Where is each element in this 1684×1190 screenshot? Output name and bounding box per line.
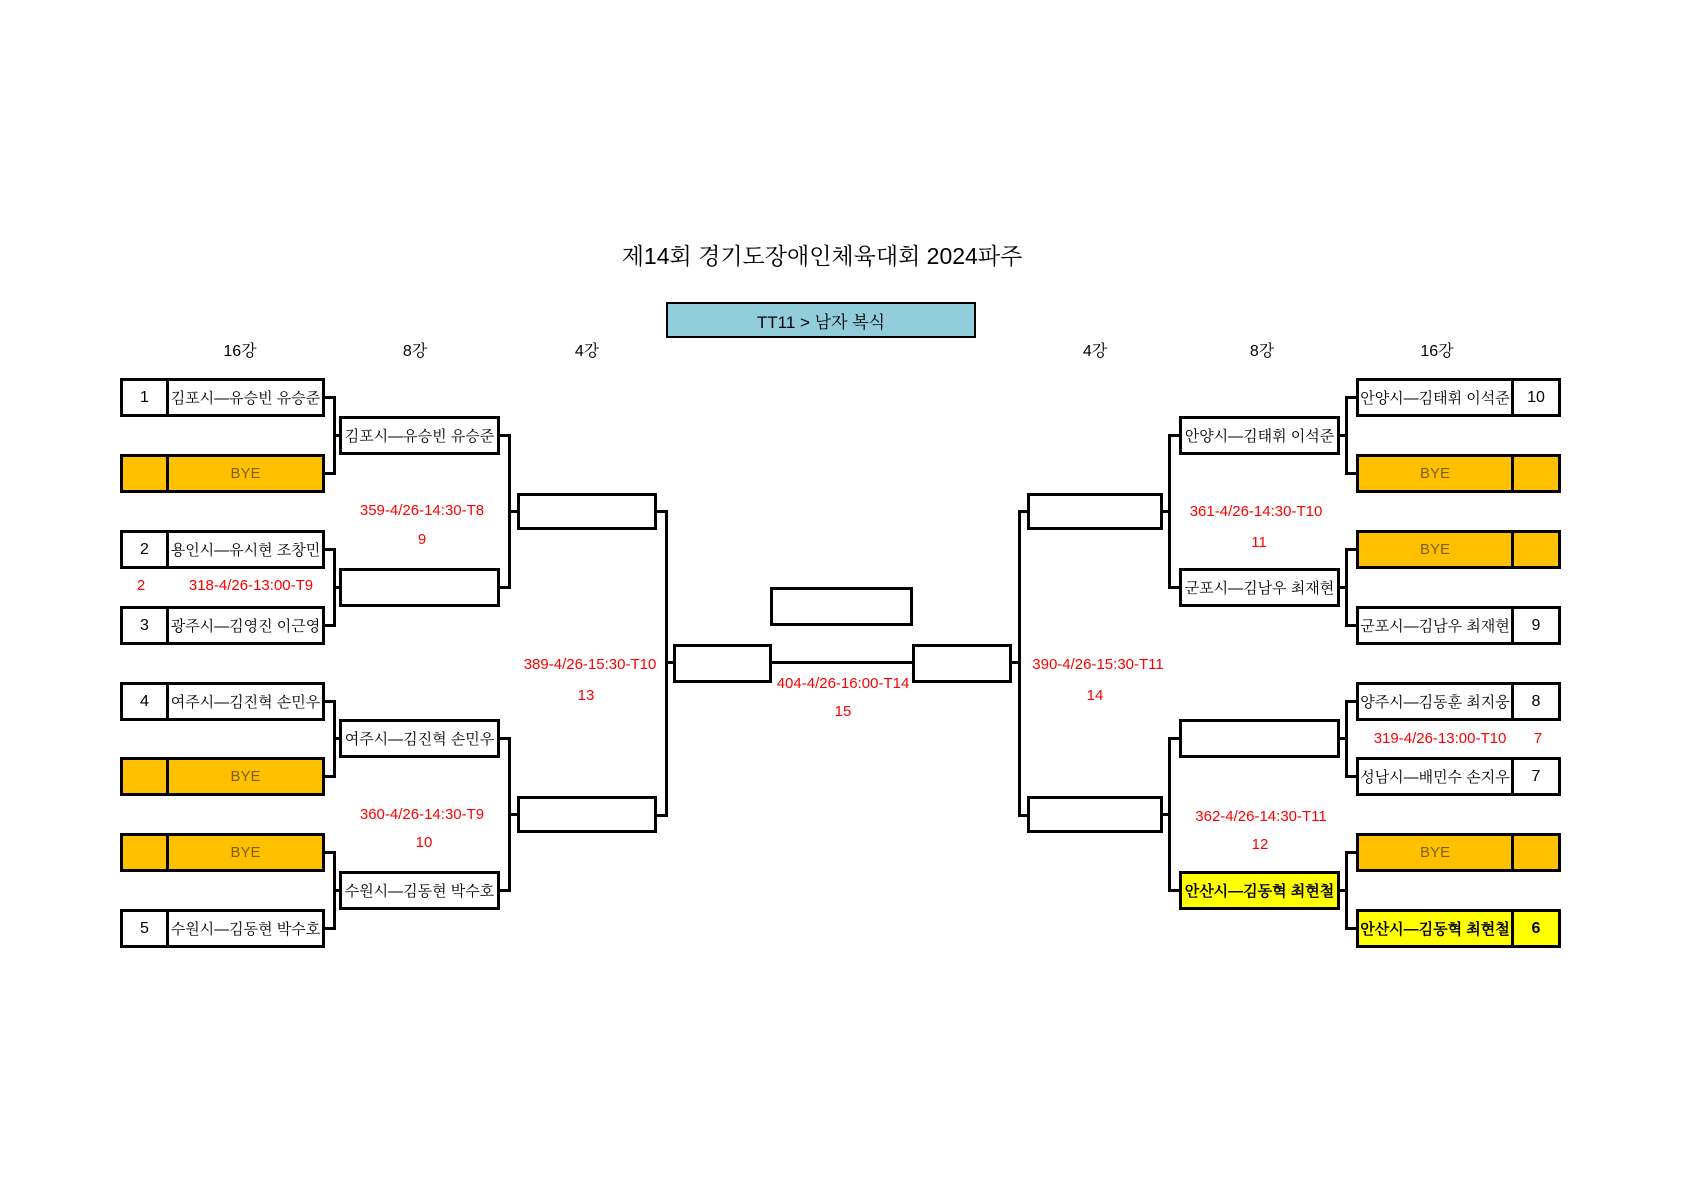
match-code-360: 360-4/26-14:30-T9 <box>359 806 485 823</box>
bye-label: BYE <box>1359 457 1511 490</box>
connector <box>1018 510 1029 817</box>
team-name: 군포시—김남우 최재현 <box>1360 618 1510 635</box>
seed-cell: 2 <box>123 533 169 566</box>
round-label-right-qf: 8강 <box>1249 343 1275 360</box>
match-number-389: 13 <box>577 687 595 704</box>
connector <box>1168 434 1179 589</box>
seed-cell: 8 <box>1511 685 1558 718</box>
seed-cell: 7 <box>1511 760 1558 793</box>
r16-entry-right-2-bye <box>1356 454 1561 493</box>
connector <box>1345 548 1356 627</box>
seed-cell: 1 <box>123 381 169 414</box>
match-code-318: 318-4/26-13:00-T9 <box>188 577 314 594</box>
connector <box>1168 737 1179 892</box>
match-code-404: 404-4/26-16:00-T14 <box>776 675 910 692</box>
connector <box>334 737 339 740</box>
sf-box-left-1 <box>517 493 657 530</box>
round-label-left-qf: 8강 <box>402 343 428 360</box>
team-name: 광주시—김영진 이근영 <box>170 618 321 635</box>
qf-box-right-1: 안양시—김태휘 이석준 <box>1179 416 1340 455</box>
qf-box-left-3: 여주시—김진혁 손민우 <box>339 719 500 758</box>
qf-box-right-4-winner: 안산시—김동혁 최현철 <box>1179 871 1340 910</box>
event-label: TT11 > 남자 복식 <box>756 312 886 332</box>
connector <box>666 661 673 664</box>
match-number-361: 11 <box>1251 534 1267 551</box>
team-name: 수원시—김동현 박수호 <box>170 921 321 938</box>
r16-entry-right-5 <box>1356 682 1561 721</box>
r16-entry-left-2-bye <box>120 454 325 493</box>
match-number-362: 12 <box>1251 836 1269 853</box>
match-code-389: 389-4/26-15:30-T10 <box>523 656 657 673</box>
qf-box-left-2 <box>339 568 500 607</box>
seed-cell: 6 <box>1511 912 1558 945</box>
seed-cell <box>123 760 169 793</box>
team-name: 안산시—김동혁 최현철 <box>1359 912 1511 945</box>
qf-box-left-1: 김포시—유승빈 유승준 <box>339 416 500 455</box>
team-name: 성남시—배민수 손지우 <box>1360 769 1510 786</box>
round-label-right-sf: 4강 <box>1082 343 1108 360</box>
match-number-390: 14 <box>1086 687 1104 704</box>
event-banner <box>666 302 976 338</box>
connector <box>334 434 339 437</box>
team-name: 김포시—유승빈 유승준 <box>170 390 321 407</box>
connector <box>334 889 339 892</box>
team-name: 안양시—김태휘 이석준 <box>1360 390 1510 407</box>
r16-entry-right-4 <box>1356 606 1561 645</box>
r16-entry-right-3-bye <box>1356 530 1561 569</box>
tournament-title: 제14회 경기도장애인체육대회 2024파주 <box>621 243 1023 269</box>
finalist-box-left <box>673 644 772 683</box>
r16-entry-left-5 <box>120 682 325 721</box>
connector <box>1345 851 1356 930</box>
r16-entry-right-8-winner <box>1356 909 1561 948</box>
r16-entry-right-7-bye <box>1356 833 1561 872</box>
seed-cell <box>123 836 169 869</box>
seed-cell <box>1511 533 1558 566</box>
connector <box>1345 396 1356 475</box>
seed-cell: 3 <box>123 609 169 642</box>
sf-box-left-2 <box>517 796 657 833</box>
final-connector-line <box>772 661 912 664</box>
r16-entry-left-3 <box>120 530 325 569</box>
r16-entry-right-6 <box>1356 757 1561 796</box>
r16-entry-right-1 <box>1356 378 1561 417</box>
match-number-359: 9 <box>417 531 427 548</box>
seed-cell: 10 <box>1511 381 1558 414</box>
bye-label: BYE <box>169 836 322 869</box>
r16-entry-left-7-bye <box>120 833 325 872</box>
match-number-360: 10 <box>415 834 433 851</box>
match-code-361: 361-4/26-14:30-T10 <box>1189 503 1323 520</box>
sf-box-right-2 <box>1027 796 1163 833</box>
match-code-390: 390-4/26-15:30-T11 <box>1032 656 1164 673</box>
connector <box>509 510 517 513</box>
qf-box-right-2: 군포시—김남우 최재현 <box>1179 568 1340 607</box>
connector <box>334 586 339 589</box>
finalist-box-right <box>912 644 1012 683</box>
seed-cell: 5 <box>123 912 169 945</box>
match-number-319: 7 <box>1533 730 1543 747</box>
sf-box-right-1 <box>1027 493 1163 530</box>
bye-label: BYE <box>169 457 322 490</box>
qf-box-right-3 <box>1179 719 1340 758</box>
r16-entry-left-1 <box>120 378 325 417</box>
qf-box-left-4: 수원시—김동현 박수호 <box>339 871 500 910</box>
match-code-319: 319-4/26-13:00-T10 <box>1373 730 1507 747</box>
team-name: 용인시—유시현 조창민 <box>170 542 321 559</box>
round-label-left-r16: 16강 <box>223 343 257 360</box>
seed-cell: 4 <box>123 685 169 718</box>
champion-box <box>770 587 913 626</box>
team-name: 여주시—김진혁 손민우 <box>170 694 321 711</box>
r16-entry-left-8 <box>120 909 325 948</box>
bye-label: BYE <box>1359 836 1511 869</box>
r16-entry-left-4 <box>120 606 325 645</box>
round-label-left-sf: 4강 <box>574 343 600 360</box>
team-name: 양주시—김동훈 최지웅 <box>1360 694 1510 711</box>
round-label-right-r16: 16강 <box>1420 343 1454 360</box>
match-number-404: 15 <box>834 703 852 720</box>
match-code-359: 359-4/26-14:30-T8 <box>359 502 485 519</box>
connector <box>1345 700 1356 778</box>
r16-entry-left-6-bye <box>120 757 325 796</box>
seed-cell <box>1511 457 1558 490</box>
bye-label: BYE <box>1359 533 1511 566</box>
bye-label: BYE <box>169 760 322 793</box>
seed-cell: 9 <box>1511 609 1558 642</box>
seed-cell <box>123 457 169 490</box>
match-code-362: 362-4/26-14:30-T11 <box>1195 808 1327 825</box>
connector <box>509 813 517 816</box>
match-number-318: 2 <box>136 577 146 594</box>
seed-cell <box>1511 836 1558 869</box>
